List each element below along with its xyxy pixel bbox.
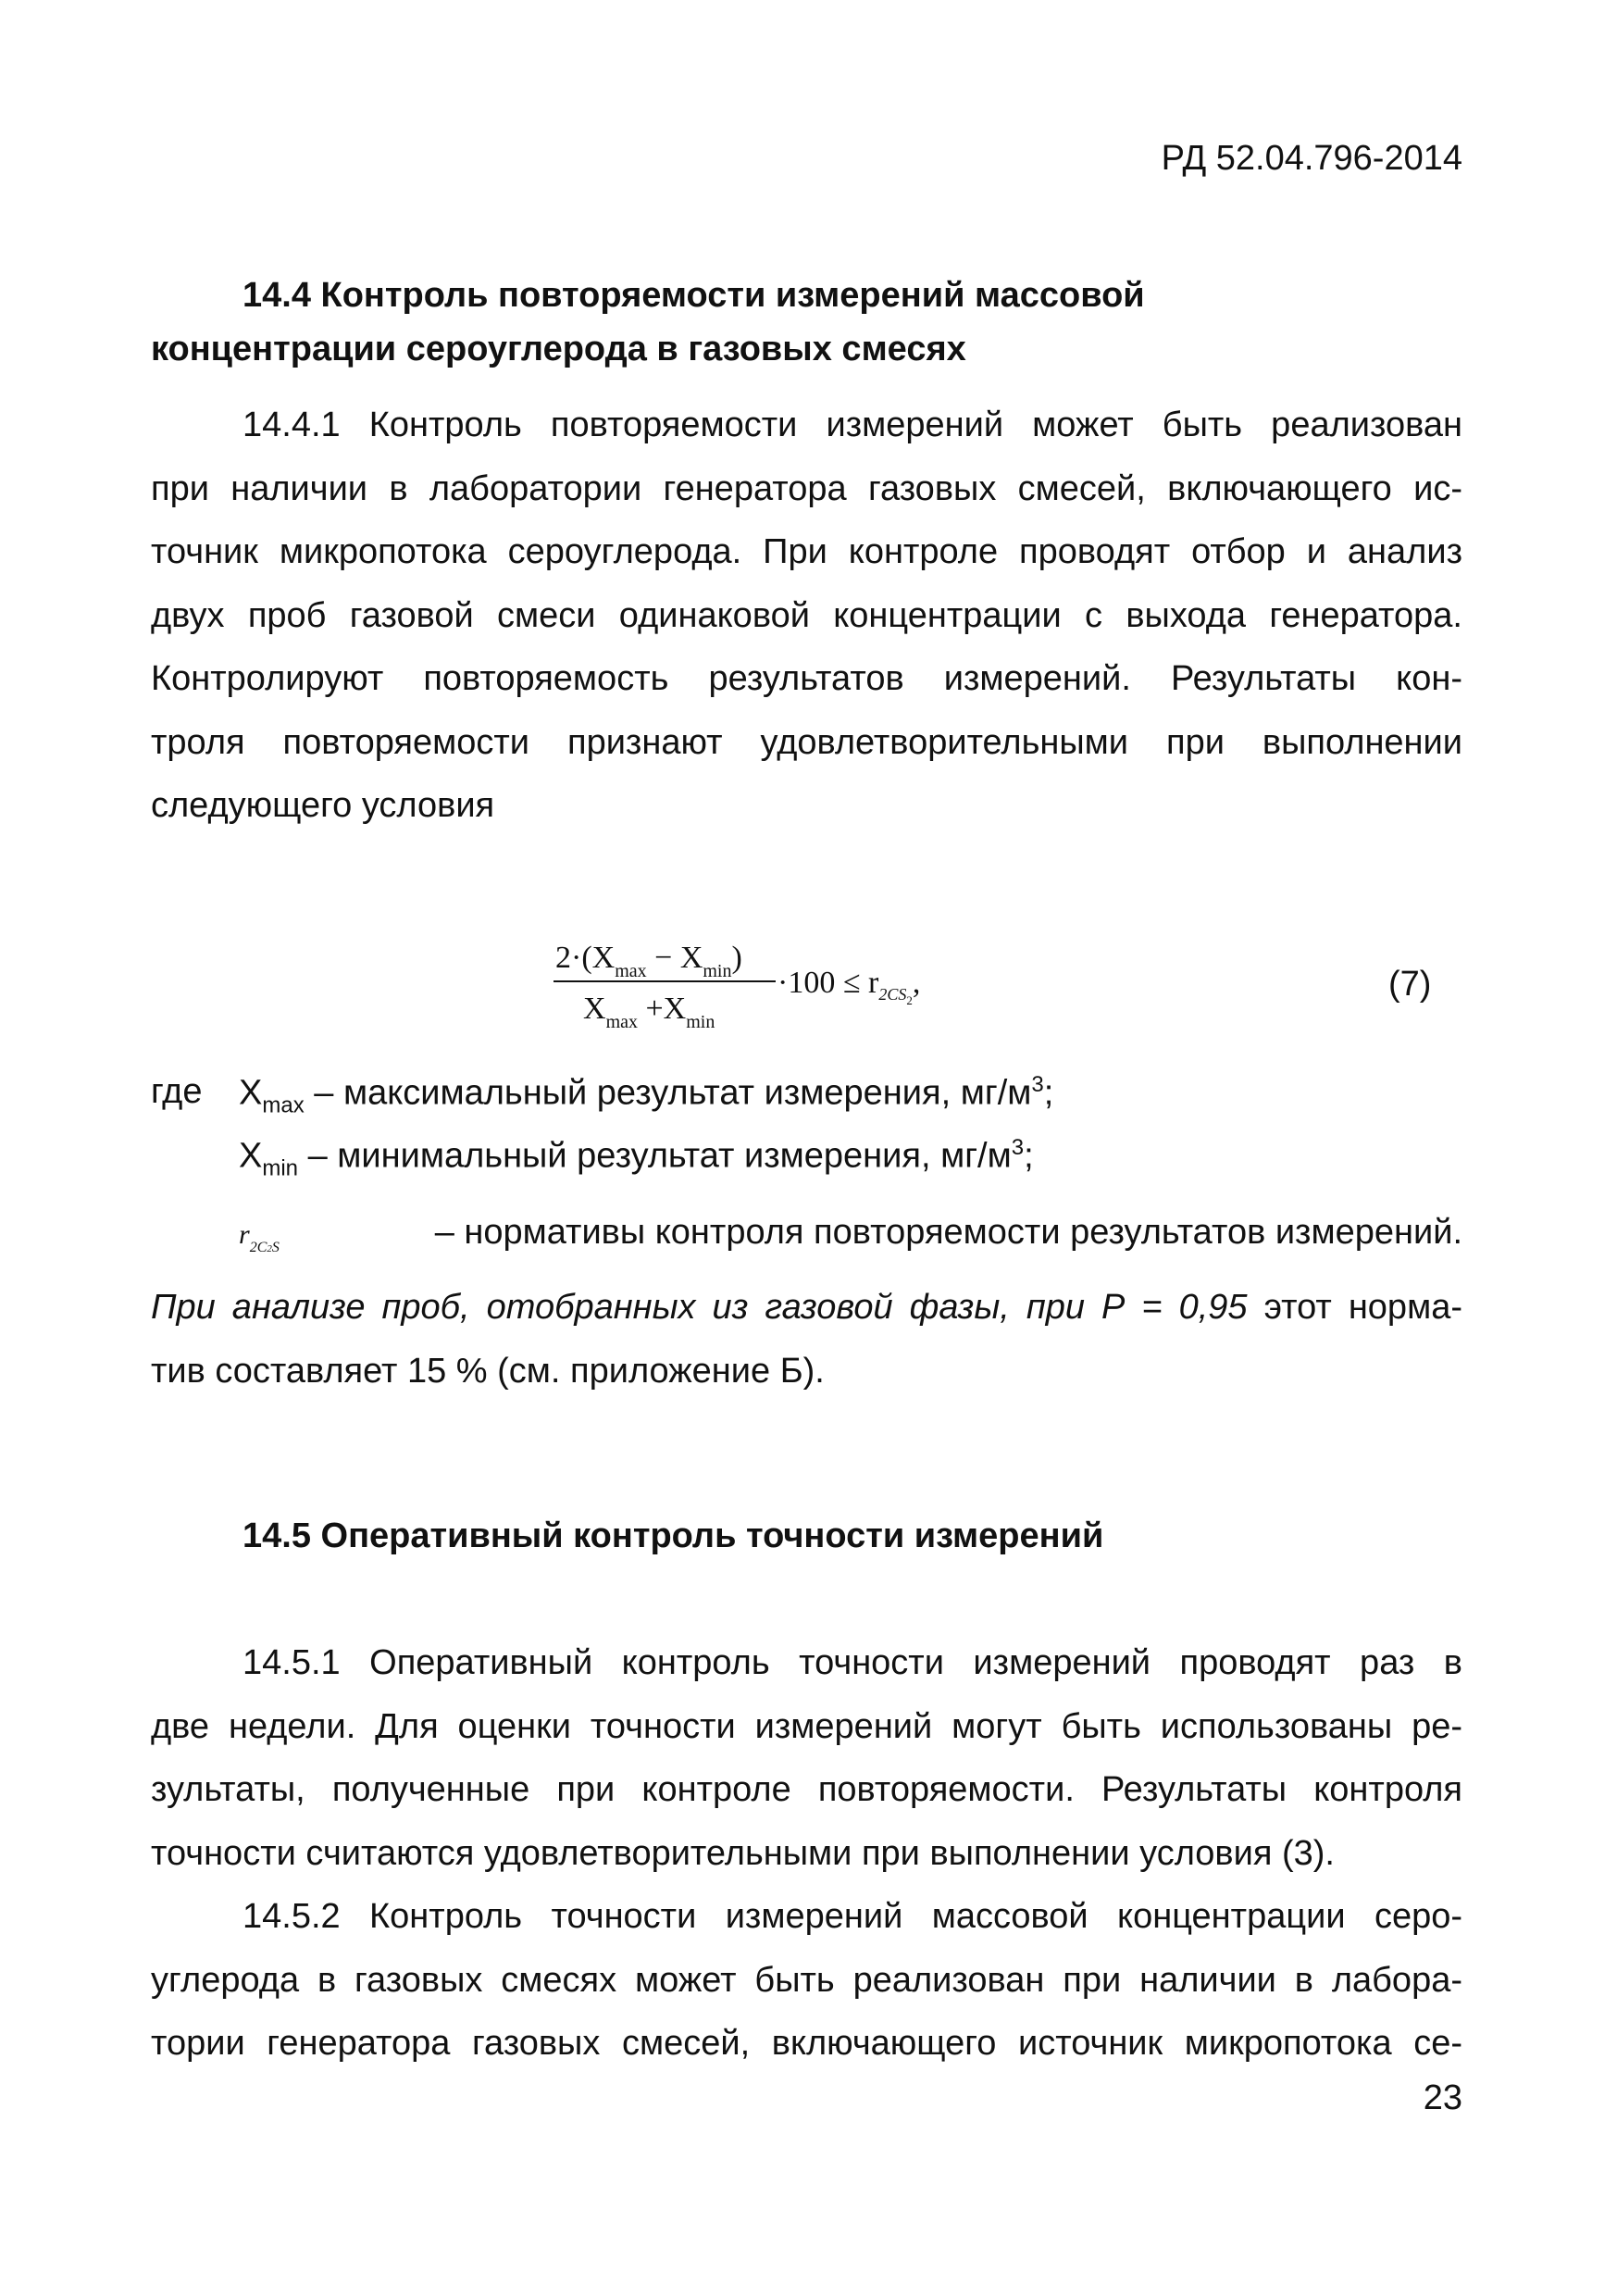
r-definition: $r_{2C2S}$ – нормативы контроля повторяемости результатов измерений. [239, 1213, 1462, 1255]
paragraph-line: тории генератора газовых смесей, включающего источник микропотока се- [151, 2024, 1462, 2063]
formula-7 [537, 926, 963, 1046]
paragraph-line-italic: При анализе проб, отобранных из газовой фазы, при Р = 0,95 этот норма- [151, 1288, 1462, 1327]
paragraph-line: зультаты, полученные при контроле повторяемости. Результаты контроля [151, 1770, 1462, 1809]
paragraph-line: двух проб газовой смеси одинаковой концентрации с выхода генератора. [151, 595, 1462, 635]
paragraph-line: углерода в газовых смесях может быть реализован при наличии в лабора- [151, 1960, 1462, 2000]
paragraph-14-4-1 [151, 393, 1462, 838]
heading-line-2: концентрации сероуглерода в газовых смесях [151, 330, 966, 368]
paragraph-line: точник микропотока сероуглерода. При контроле проводят отбор и анализ [151, 532, 1462, 571]
paragraph-14-5-2 [151, 1885, 1462, 2076]
document-id: РД 52.04.796-2014 [1161, 139, 1462, 178]
section-14-5-heading: 14.5 Оперативный контроль точности измерений [243, 1516, 1104, 1555]
formula-numerator: $2\cdot(X_{max} - X_{min})$ [555, 941, 742, 981]
paragraph-line: при наличии в лаборатории генератора газовых смесей, включающего ис- [151, 468, 1462, 508]
xmax-definition: $X_{max}$ – максимальный результат измерения, $мг/м^3$; [239, 1072, 1054, 1118]
formula-tail: $\cdot 100 \le r_{2CS}2$, [777, 966, 921, 1007]
paragraph-line: 14.5.2 Контроль точности измерений массовой концентрации серо- [243, 1897, 1462, 1936]
paragraph-line: две недели. Для оценки точности измерений могут быть использованы ре- [151, 1706, 1462, 1746]
paragraph-line: 14.4.1 Контроль повторяемости измерений может быть реализован [243, 406, 1462, 444]
where-label: где [151, 1072, 203, 1111]
section-14-4-heading [151, 268, 1538, 376]
xmin-definition: $X_{min}$ – минимальный результат измерения, $мг/м^3$; [239, 1135, 1034, 1181]
heading-line-1: 14.4 Контроль повторяемости измерений массовой [243, 276, 1145, 315]
paragraph-line: точности считаются удовлетворительными при выполнении условия (3). [151, 1833, 1335, 1873]
paragraph-14-5-1 [151, 1631, 1462, 1885]
equation-number: (7) [1388, 965, 1432, 1004]
paragraph-line: тив составляет 15 % (см. приложение Б). [151, 1351, 825, 1391]
paragraph-line: троля повторяемости признают удовлетворительными при выполнении [151, 722, 1462, 762]
paragraph-line: 14.5.1 Оперативный контроль точности измерений проводят раз в [243, 1643, 1462, 1682]
formula-denominator: $X_{max} +X_{min}$ [583, 992, 715, 1032]
paragraph-14-4-note [151, 1276, 1462, 1403]
paragraph-line: Контролируют повторяемость результатов измерений. Результаты кон- [151, 659, 1462, 698]
page-number: 23 [1423, 2078, 1462, 2117]
paragraph-line: следующего условия [151, 786, 495, 825]
